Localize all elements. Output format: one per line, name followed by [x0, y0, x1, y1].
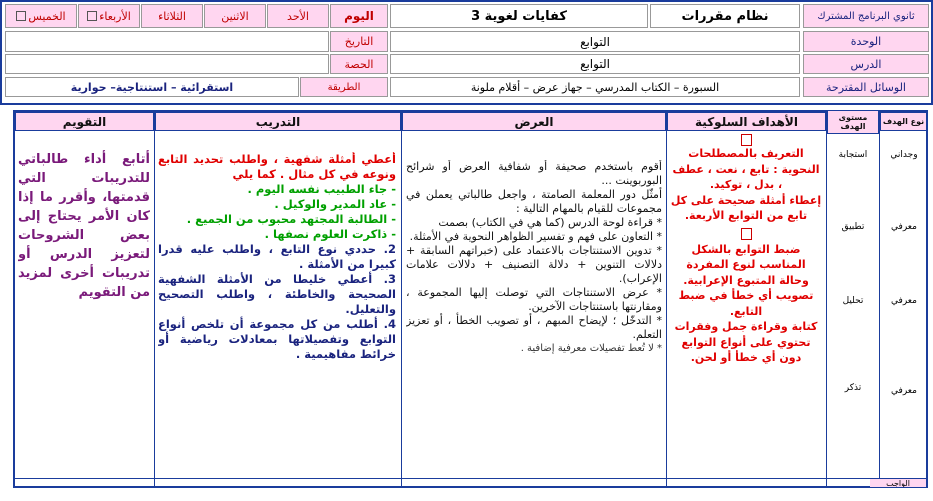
homework-label: الواجب	[870, 479, 926, 487]
presentation-p7: * التدخّل ؛ لإيضاح المبهم ، أو تصويب الخطأ ، أو تعزيز التعلم.	[406, 314, 662, 341]
checkbox-icon[interactable]	[87, 11, 97, 21]
divider	[401, 110, 402, 488]
evaluation-e1: أتابع أداء طالباتي للتدريبات التي قدمتها، وأقرر ما إذا كان الأمر يحتاج إلى بعض الشروحات لتعزيز الدرس أو تدريبات أخرى لمزيد من التقويم	[18, 152, 150, 300]
day-tuesday: الثلاثاء	[141, 4, 203, 28]
presentation-text	[406, 160, 662, 356]
col-objectives: الأهداف السلوكية	[667, 112, 826, 131]
level-4: تذكر	[844, 383, 862, 393]
date-label: التاريخ	[330, 31, 388, 52]
divider	[666, 110, 667, 488]
training-t6: 2. حددي نوع التابع ، واطلب عليه قدرا كبيرا من الأمثلة .	[158, 242, 396, 271]
day-wednesday	[78, 4, 140, 28]
divider	[826, 110, 827, 488]
divider	[879, 110, 880, 488]
training-t3: - عاد المدير والوكيل .	[274, 197, 396, 211]
col-training: التدريب	[155, 112, 401, 131]
presentation-p6: * عرض الاستنتاجات التي توصلت إليها المجموعة ، ومقارنتها باستنتاجات الآخرين.	[406, 286, 662, 313]
divider	[154, 110, 155, 488]
training-t4: - الطالبة المجتهد محبوب من الجميع .	[186, 212, 396, 226]
system-cell: نظام مقررات	[650, 4, 800, 28]
level-2: تطبيق	[841, 222, 865, 232]
objective-type-4: معرفي	[891, 386, 917, 396]
day-sunday: الأحد	[267, 4, 329, 28]
objective-type-1: وجداني	[890, 150, 918, 160]
level-3: تحليل	[842, 296, 864, 306]
method-label: الطريقة	[300, 77, 388, 97]
col-evaluation: التقويم	[15, 112, 154, 131]
col-objective-type: نوع الهدف	[880, 112, 927, 131]
training-t5: - ذاكرت العلوم نصفها .	[264, 227, 396, 241]
school-cell: ثانوي البرنامج المشترك	[803, 4, 929, 28]
checkbox-icon[interactable]	[16, 11, 26, 21]
day-thursday-label: الخميس	[28, 9, 66, 23]
date-value	[5, 31, 329, 52]
presentation-p8: * لا تُعط تفصيلات معرفية إضافية .	[520, 343, 662, 354]
period-value	[5, 54, 329, 74]
day-thursday	[5, 4, 77, 28]
col-level: مستوى الهدف	[827, 110, 879, 134]
training-t8: 4. أطلب من كل مجموعة أن تلخص أنواع التوابع وتفصيلاتها بمعادلات رياضية أو خرائط مفاهيمية .	[158, 317, 396, 361]
day-label: اليوم	[330, 4, 388, 28]
col-presentation: العرض	[402, 112, 666, 131]
objective-4: كتابة وقراءة جمل وفقرات تحتوي على أنواع التوابع دون أي خطأ أو لحن.	[674, 320, 818, 364]
course-cell: كفايات لغوية 3	[390, 4, 648, 28]
objective-type-2: معرفي	[891, 222, 917, 232]
objective-type-3: معرفي	[891, 296, 917, 306]
checkbox-icon	[741, 228, 752, 240]
day-monday: الاثنين	[204, 4, 266, 28]
objective-3: ضبط التوابع بالشكل المناسب لنوع المفردة وحالة المتبوع الإعرابية. تصويب أي خطأ في ضبط التابع.	[678, 242, 814, 318]
presentation-p1: أقوم باستخدم صحيفة أو شفافية العرض أو شرائح البوربوينت ...	[406, 160, 662, 187]
divider	[13, 478, 928, 479]
presentation-p4: * التعاون على فهم و تفسير الظواهر النحوية في الأمثلة.	[409, 230, 662, 243]
training-t2: - جاء الطبيب نفسه اليوم .	[247, 182, 396, 196]
presentation-p3: * قراءة لوحة الدرس (كما هي في الكتاب) بصمت	[438, 216, 662, 229]
lesson-label: الدرس	[803, 54, 929, 74]
aids-value: السبورة – الكتاب المدرسي – جهاز عرض – أقلام ملونة	[390, 77, 800, 97]
level-1: استجابة	[838, 150, 868, 160]
method-value: استقرائية – استنتاجية– حوارية	[5, 77, 299, 97]
presentation-p2: أمثّل دور المعلمة الصامتة ، واجعل طالباتي يعملن في مجموعات للقيام بالمهام التالية :	[406, 188, 662, 215]
checkbox-icon	[741, 134, 752, 146]
unit-label: الوحدة	[803, 31, 929, 52]
objectives-list	[670, 134, 822, 366]
objective-2: إعطاء أمثلة صحيحة على كل تابع من التوابع الأربعة.	[670, 193, 822, 222]
day-wednesday-label: الأربعاء	[99, 9, 131, 23]
training-text	[158, 152, 396, 362]
evaluation-text	[18, 150, 150, 302]
training-t7: 3. أعطي خليطا من الأمثلة الشفهية الصحيحة والخاطئة ، واطلب التصحيح والتعليل.	[158, 272, 396, 316]
training-t1: أعطي أمثلة شفهية ، واطلب تحديد التابع ونوعه في كل مثال . كما يلي	[158, 152, 396, 181]
unit-value: التوابع	[390, 31, 800, 52]
period-label: الحصة	[330, 54, 388, 74]
presentation-p5: * تدوين الاستنتاجات بالاعتماد على (خبراتهم السابقة + دلالات التنوين + دلالة التصنيف + دلالات علامات الإعراب).	[406, 244, 662, 285]
objective-1: التعريف بالمصطلحات النحوية : تابع ، نعت ، عطف ، بدل ، توكيد.	[672, 147, 820, 191]
aids-label: الوسائل المقترحة	[803, 77, 929, 97]
lesson-value: التوابع	[390, 54, 800, 74]
